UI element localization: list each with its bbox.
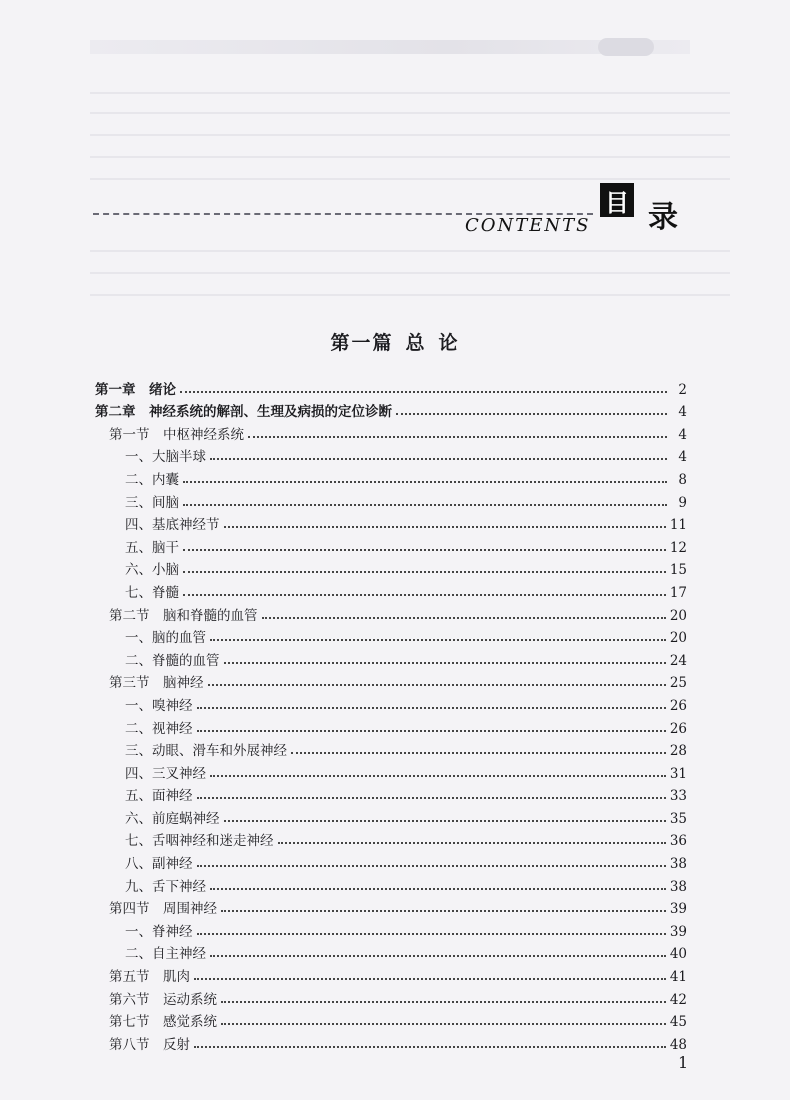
toc-entry-label: 六、前庭蜗神经	[125, 810, 220, 827]
toc-entry-item[interactable]	[95, 940, 687, 963]
toc-entry-page: 35	[669, 810, 687, 827]
toc-entry-label: 第三节 脑神经	[109, 675, 204, 692]
toc-entry-label: 第五节 肌肉	[109, 969, 190, 986]
toc-entry-page: 17	[669, 584, 687, 601]
toc-entry-page: 41	[669, 969, 687, 986]
toc-entry-section[interactable]	[95, 962, 687, 985]
dot-leader	[262, 617, 666, 619]
toc-entry-item[interactable]	[95, 714, 687, 737]
toc-entry-label: 二、脊髓的血管	[125, 652, 220, 669]
mulu-char-2: 录	[648, 200, 678, 235]
toc-entry-chapter[interactable]	[95, 398, 687, 421]
toc-entry-label: 四、三叉神经	[125, 765, 206, 782]
toc-entry-label: 第一章 绪论	[95, 381, 176, 398]
dot-leader	[183, 504, 667, 506]
bleed-through-line	[90, 92, 730, 94]
toc-entry-label: 第六节 运动系统	[109, 991, 217, 1008]
part-number: 第一篇	[330, 332, 394, 354]
part-title-char-1: 总	[405, 332, 427, 354]
dot-leader	[221, 1001, 666, 1003]
toc-entry-page: 42	[669, 991, 687, 1008]
toc-entry-section[interactable]	[95, 1030, 687, 1053]
toc-entry-page: 25	[669, 675, 687, 692]
toc-entry-item[interactable]	[95, 533, 687, 556]
mulu-badge	[600, 183, 634, 217]
toc-entry-label: 三、动眼、滑车和外展神经	[125, 743, 287, 760]
bleed-through-line	[90, 156, 730, 158]
contents-heading: CONTENTS	[465, 215, 591, 236]
toc-entry-item[interactable]	[95, 827, 687, 850]
toc-entry-page: 11	[669, 517, 687, 534]
bleed-through-line	[90, 294, 730, 296]
dot-leader	[278, 842, 666, 844]
toc-entry-section[interactable]	[95, 1008, 687, 1031]
toc-entry-item[interactable]	[95, 691, 687, 714]
part-title	[0, 328, 790, 355]
toc-entry-item[interactable]	[95, 646, 687, 669]
toc-entry-page: 39	[669, 901, 687, 918]
toc-entry-item[interactable]	[95, 556, 687, 579]
toc-entry-label: 第七节 感觉系统	[109, 1014, 217, 1031]
toc-entry-page: 45	[669, 1014, 687, 1031]
toc-entry-section[interactable]	[95, 985, 687, 1008]
toc-entry-label: 七、舌咽神经和迷走神经	[125, 833, 274, 850]
toc-entry-page: 38	[669, 856, 687, 873]
dot-leader	[210, 955, 666, 957]
toc-entry-label: 二、内囊	[125, 471, 179, 488]
dot-leader	[194, 1046, 666, 1048]
toc-entry-section[interactable]	[95, 669, 687, 692]
dot-leader	[396, 413, 667, 415]
dot-leader	[210, 775, 666, 777]
toc-entry-section[interactable]	[95, 895, 687, 918]
toc-entry-page: 26	[669, 720, 687, 737]
toc-entry-item[interactable]	[95, 624, 687, 647]
toc-entry-page: 38	[669, 878, 687, 895]
toc-entry-page: 20	[669, 607, 687, 624]
bleed-through-line	[90, 112, 730, 114]
toc-entry-label: 第二章 神经系统的解剖、生理及病损的定位诊断	[95, 404, 392, 421]
toc-entry-label: 九、舌下神经	[125, 878, 206, 895]
dot-leader	[291, 752, 666, 754]
toc-entry-page: 36	[669, 833, 687, 850]
mulu-char-1: 目	[605, 187, 629, 217]
toc-entry-section[interactable]	[95, 420, 687, 443]
toc-entry-page: 26	[669, 697, 687, 714]
toc-entry-item[interactable]	[95, 578, 687, 601]
toc-entry-label: 三、间脑	[125, 494, 179, 511]
toc-entry-label: 第一节 中枢神经系统	[109, 426, 244, 443]
dot-leader	[224, 526, 666, 528]
toc-entry-page: 28	[669, 743, 687, 760]
toc-entry-label: 八、副神经	[125, 856, 193, 873]
dot-leader	[183, 549, 666, 551]
toc-entry-item[interactable]	[95, 849, 687, 872]
toc-entry-item[interactable]	[95, 488, 687, 511]
toc-entry-item[interactable]	[95, 804, 687, 827]
toc-entry-label: 第二节 脑和脊髓的血管	[109, 607, 258, 624]
toc-entry-page: 20	[669, 630, 687, 647]
toc-entry-page: 4	[678, 449, 687, 466]
bleed-through-line	[90, 134, 730, 136]
header-tag	[598, 38, 654, 56]
toc-entry-item[interactable]	[95, 759, 687, 782]
toc-entry-label: 五、脑干	[125, 539, 179, 556]
toc-entry-page: 31	[669, 765, 687, 782]
table-of-contents	[95, 375, 687, 1053]
toc-entry-item[interactable]	[95, 782, 687, 805]
toc-entry-chapter[interactable]	[95, 375, 687, 398]
bleed-through-line	[90, 178, 730, 180]
toc-entry-page: 2	[678, 381, 687, 398]
dot-leader	[248, 436, 667, 438]
toc-entry-label: 一、脑的血管	[125, 630, 206, 647]
toc-entry-label: 四、基底神经节	[125, 517, 220, 534]
toc-entry-item[interactable]	[95, 737, 687, 760]
toc-entry-page: 8	[678, 471, 687, 488]
toc-entry-page: 4	[678, 404, 687, 421]
dot-leader	[210, 888, 666, 890]
toc-entry-label: 第八节 反射	[109, 1036, 190, 1053]
toc-entry-page: 15	[669, 562, 687, 579]
dot-leader	[208, 684, 666, 686]
toc-entry-item[interactable]	[95, 917, 687, 940]
toc-entry-page: 33	[669, 788, 687, 805]
toc-entry-label: 五、面神经	[125, 788, 193, 805]
toc-entry-item[interactable]	[95, 465, 687, 488]
dot-leader	[221, 1023, 666, 1025]
toc-entry-label: 一、嗅神经	[125, 697, 193, 714]
dot-leader	[210, 458, 667, 460]
dot-leader	[183, 481, 667, 483]
dot-leader	[194, 978, 666, 980]
toc-entry-label: 第四节 周围神经	[109, 901, 217, 918]
dot-leader	[224, 662, 666, 664]
dot-leader	[221, 910, 666, 912]
toc-entry-item[interactable]	[95, 511, 687, 534]
dot-leader	[224, 820, 666, 822]
toc-entry-label: 二、自主神经	[125, 946, 206, 963]
toc-entry-page: 9	[678, 494, 687, 511]
dot-leader	[183, 594, 666, 596]
toc-entry-label: 二、视神经	[125, 720, 193, 737]
dot-leader	[183, 571, 666, 573]
page-number: 1	[678, 1053, 689, 1072]
dot-leader	[210, 639, 666, 641]
dot-leader	[197, 933, 666, 935]
toc-entry-page: 39	[669, 923, 687, 940]
dot-leader	[197, 797, 666, 799]
bleed-through-line	[90, 250, 730, 252]
toc-entry-item[interactable]	[95, 872, 687, 895]
bleed-through-line	[90, 272, 730, 274]
toc-entry-page: 40	[669, 946, 687, 963]
toc-entry-page: 24	[669, 652, 687, 669]
dot-leader	[180, 391, 667, 393]
dot-leader	[197, 730, 666, 732]
toc-entry-section[interactable]	[95, 601, 687, 624]
toc-entry-item[interactable]	[95, 443, 687, 466]
toc-entry-label: 六、小脑	[125, 562, 179, 579]
part-title-char-2: 论	[438, 332, 460, 354]
toc-entry-label: 七、脊髓	[125, 584, 179, 601]
toc-entry-label: 一、脊神经	[125, 923, 193, 940]
dot-leader	[197, 865, 666, 867]
toc-entry-page: 12	[669, 539, 687, 556]
toc-entry-label: 一、大脑半球	[125, 449, 206, 466]
dot-leader	[197, 707, 666, 709]
toc-entry-page: 4	[678, 426, 687, 443]
toc-entry-page: 48	[669, 1036, 687, 1053]
